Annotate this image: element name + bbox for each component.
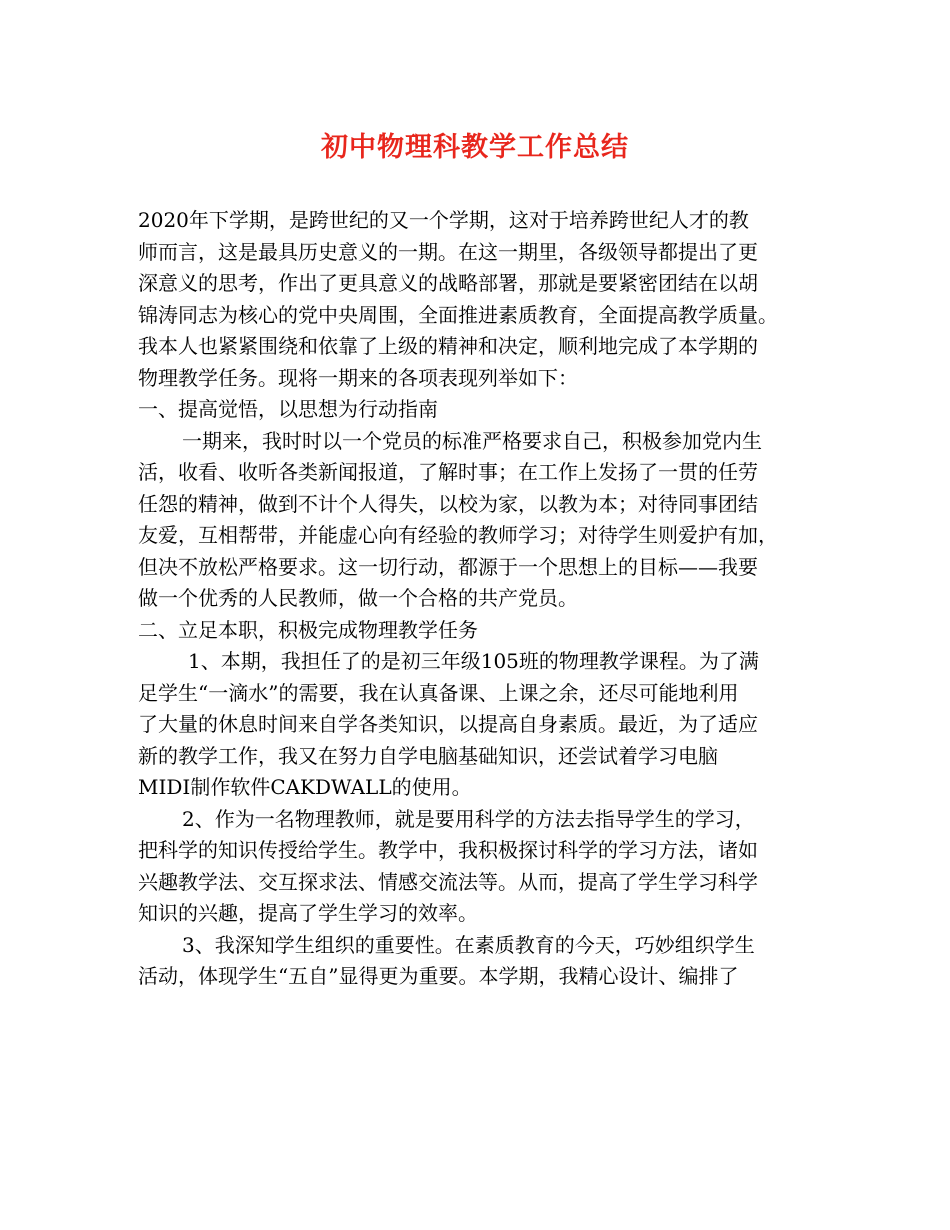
text-line: 活，收看、收听各类新闻报道，了解时事；在工作上发扬了一贯的任劳 [138,460,758,484]
text-line: 师而言，这是最具历史意义的一期。在这一期里，各级领导都提出了更 [138,239,758,264]
section-heading: 一、提高觉悟，以思想为行动指南 [138,397,438,421]
text-line: 1、本期，我担任了的是初三年级105班的物理教学课程。为了满 [188,649,759,673]
text-line: 3、我深知学生组织的重要性。在素质教育的今天，巧妙组织学生 [182,932,755,957]
text-line: 但决不放松严格要求。这一切行动，都源于一个思想上的目标——我要 [138,554,758,579]
text-line: 活动，体现学生“五自”显得更为重要。本学期，我精心设计、编排了 [138,964,739,988]
text-line: 深意义的思考，作出了更具意义的战略部署，那就是要紧密团结在以胡 [138,271,758,295]
text-line: 知识的兴趣，提高了学生学习的效率。 [138,901,478,925]
text-line: 任怨的精神，做到不计个人得失，以校为家，以教为本；对待同事团结 [138,491,758,516]
document-title: 初中物理科教学工作总结 [321,132,629,163]
text-line: 足学生“一滴水”的需要，我在认真备课、上课之余，还尽可能地利用 [138,680,739,705]
text-line: 友爱，互相帮带，并能虚心向有经验的教师学习；对待学生则爱护有加， [138,523,778,547]
text-line: 兴趣教学法、交互探求法、情感交流法等。从而，提高了学生学习科学 [138,869,758,894]
text-line: MIDI制作软件CAKDWALL的使用。 [138,775,472,799]
text-line: 做一个优秀的人民教师，做一个合格的共产党员。 [138,586,578,610]
text-line: 锦涛同志为核心的党中央周围，全面推进素质教育，全面提高教学质量。 [138,302,778,327]
text-line: 我本人也紧紧围绕和依靠了上级的精神和决定，顺利地完成了本学期的 [138,334,758,358]
section-heading: 二、立足本职，积极完成物理教学任务 [138,617,478,642]
text-line: 新的教学工作，我又在努力自学电脑基础知识，还尝试着学习电脑 [138,743,718,768]
text-line: 一期来，我时时以一个党员的标准严格要求自己，积极参加党内生 [182,428,762,453]
text-line: 2020年下学期，是跨世纪的又一个学期，这对于培养跨世纪人才的教 [138,208,749,232]
text-line: 物理教学任务。现将一期来的各项表现列举如下： [138,365,578,390]
text-line: 了大量的休息时间来自学各类知识，以提高自身素质。最近，为了适应 [138,712,758,736]
text-line: 把科学的知识传授给学生。教学中，我积极探讨科学的学习方法，诸如 [138,838,758,862]
document-body [138,205,828,993]
text-line: 2、作为一名物理教师，就是要用科学的方法去指导学生的学习， [182,806,755,831]
